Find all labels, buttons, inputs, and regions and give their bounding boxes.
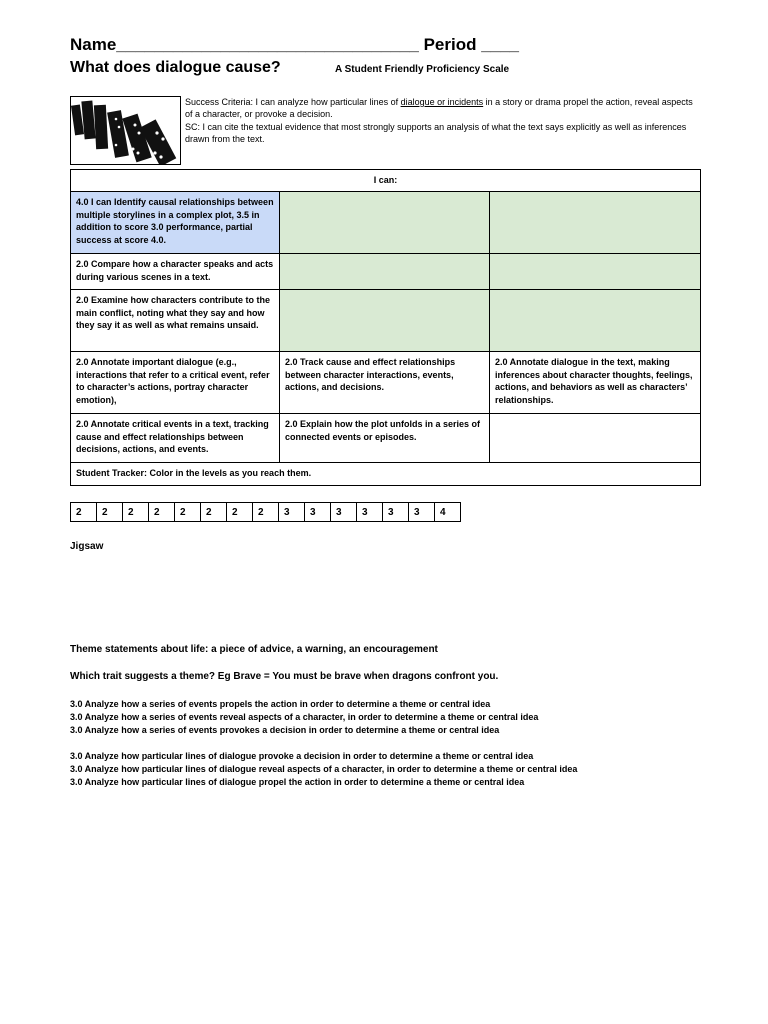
tracker-cell[interactable]: 4 [435, 503, 461, 522]
list-item: 3.0 Analyze how a series of events reveal aspects of a character, in order to determine a theme or central idea [70, 712, 539, 722]
success-criteria [185, 96, 700, 146]
table-cell: 2.0 Examine how characters contribute to the main conflict, noting what they say and how they say it as well as what remains unsaid. [71, 290, 280, 352]
trait-question: Which trait suggests a theme? Eg Brave = You must be brave when dragons confront you. [70, 671, 499, 682]
table-cell: 2.0 Track cause and effect relationships between character interactions, events, actions, and decisions. [280, 352, 490, 414]
jigsaw-heading: Jigsaw [70, 541, 104, 552]
tracker-cell[interactable]: 2 [97, 503, 123, 522]
list-item: 3.0 Analyze how a series of events propels the action in order to determine a theme or central idea [70, 699, 491, 709]
tracker-cell[interactable]: 2 [149, 503, 175, 522]
proficiency-scale-table [70, 169, 701, 486]
tracker-cell[interactable]: 2 [227, 503, 253, 522]
tracker-cell[interactable]: 2 [175, 503, 201, 522]
table-cell: 2.0 Annotate important dialogue (e.g., interactions that refer to a critical event, refer to character’s actions, portray character emotion), [71, 352, 280, 414]
page-subtitle: A Student Friendly Proficiency Scale [335, 64, 510, 75]
tracker-cell[interactable]: 2 [253, 503, 279, 522]
list-item: 3.0 Analyze how particular lines of dialogue reveal aspects of a character, in order to determine a theme or central idea [70, 764, 578, 774]
tracker-cell[interactable]: 2 [201, 503, 227, 522]
tracker-cell[interactable]: 3 [331, 503, 357, 522]
tracker-cell[interactable]: 2 [123, 503, 149, 522]
theme-statement: Theme statements about life: a piece of advice, a warning, an encouragement [70, 644, 438, 655]
tracker-cell[interactable]: 3 [357, 503, 383, 522]
table-cell [490, 254, 701, 290]
table-cell [490, 192, 701, 254]
table-cell: 4.0 I can Identify causal relationships between multiple storylines in a complex plot, 3.5 in addition to score 3.0 performance, partial success at score 4.0. [71, 192, 280, 254]
table-cell [490, 414, 701, 463]
list-item: 3.0 Analyze how particular lines of dialogue propel the action in order to determine a theme or central idea [70, 777, 525, 787]
tracker-cell[interactable]: 2 [71, 503, 97, 522]
table-cell: 2.0 Annotate dialogue in the text, making inferences about character thoughts, feelings, actions, and behaviors as well as characters’ relationships. [490, 352, 701, 414]
tracker-cell[interactable]: 3 [279, 503, 305, 522]
dominoes-icon [71, 97, 180, 164]
tracker-cell[interactable]: 3 [409, 503, 435, 522]
student-tracker-note: Student Tracker: Color in the levels as you reach them. [71, 463, 701, 486]
underlined-phrase: dialogue or incidents [400, 97, 484, 107]
table-cell [490, 290, 701, 352]
list-item: 3.0 Analyze how particular lines of dialogue provoke a decision in order to determine a theme or central idea [70, 751, 534, 761]
table-cell: 2.0 Compare how a character speaks and acts during various scenes in a text. [71, 254, 280, 290]
page-title: What does dialogue cause? [70, 59, 281, 76]
falling-dominoes-image [70, 96, 181, 165]
sc-line: SC: I can cite the textual evidence that most strongly supports an analysis of what the text says explicitly as well as inferences drawn from the text. [185, 121, 687, 145]
name-period-line: Name________________________________ Period ____ [70, 35, 520, 54]
events-analysis-list [70, 698, 538, 737]
table-header: I can: [71, 170, 701, 192]
student-tracker-row [70, 502, 461, 522]
tracker-cell[interactable]: 3 [383, 503, 409, 522]
success-criteria-line: Success Criteria: I can analyze how particular lines of dialogue or incidents in a story or drama propel the action, reveal aspects of a character, or provoke a decision. [185, 97, 693, 120]
table-cell: 2.0 Annotate critical events in a text, tracking cause and effect relationships between decisions, actions, and events. [71, 414, 280, 463]
dialogue-analysis-list [70, 750, 577, 789]
tracker-cell[interactable]: 3 [305, 503, 331, 522]
table-cell: 2.0 Explain how the plot unfolds in a series of connected events or episodes. [280, 414, 490, 463]
list-item: 3.0 Analyze how a series of events provokes a decision in order to determine a theme or central idea [70, 725, 500, 735]
table-cell [280, 192, 490, 254]
table-cell [280, 290, 490, 352]
table-cell [280, 254, 490, 290]
